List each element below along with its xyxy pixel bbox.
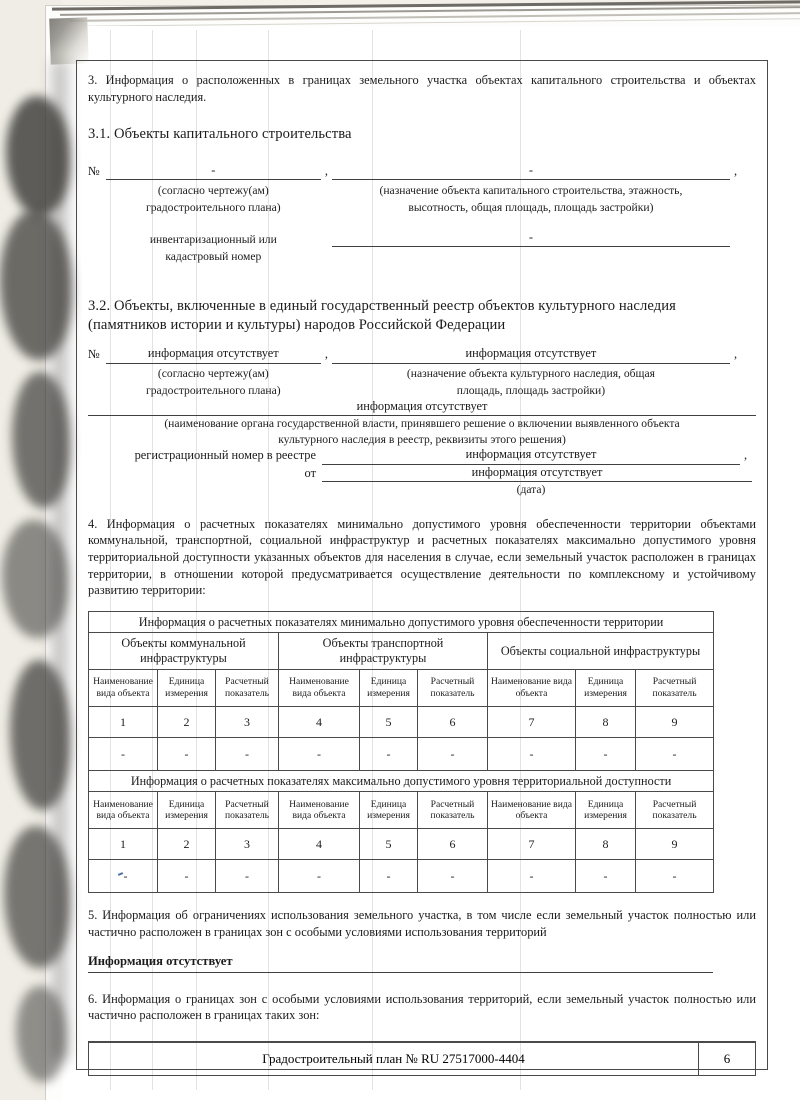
scan-smudge bbox=[4, 826, 70, 968]
drawing-reference-field[interactable]: - bbox=[106, 163, 321, 181]
section-3-2-heading: 3.2. Объекты, включенные в единый государственный реестр объектов культурного наследия (памятников истории и культуры) народов Российской Федерации bbox=[88, 297, 676, 334]
number-label: № bbox=[88, 346, 100, 361]
section-3-1-caption-row bbox=[88, 180, 756, 198]
section-3-heading: 3. Информация о расположенных в границах земельного участка объектах капитального строительства и объектах культурного наследия. bbox=[88, 73, 756, 104]
column-number: 8 bbox=[576, 829, 636, 860]
column-number: 6 bbox=[418, 829, 488, 860]
heritage-authority-caption-line2: культурного наследия в реестр, реквизиты этого решения) bbox=[278, 432, 566, 446]
table-cell[interactable]: - bbox=[216, 860, 279, 893]
heritage-drawing-caption-line1: (согласно чертежу(ам) bbox=[157, 366, 269, 380]
column-number: 3 bbox=[216, 706, 279, 737]
registration-date-row bbox=[88, 465, 756, 483]
table-row bbox=[89, 737, 714, 770]
table-cell[interactable]: - bbox=[279, 737, 360, 770]
heritage-drawing-reference-field[interactable]: информация отсутствует bbox=[106, 346, 321, 364]
column-header: Наименование вида объекта bbox=[488, 792, 576, 829]
column-number: 9 bbox=[636, 829, 714, 860]
scan-smudge bbox=[12, 372, 70, 508]
table-cell[interactable]: - bbox=[576, 737, 636, 770]
drawing-reference-caption-line1: (согласно чертежу(ам) bbox=[157, 183, 269, 197]
heritage-authority-caption-line1: (наименование органа государственной власти, принявшего решение о включении выявленного объекта bbox=[164, 417, 680, 431]
column-number: 2 bbox=[158, 706, 216, 737]
section-3-2-caption-row-2 bbox=[88, 381, 756, 399]
column-number: 5 bbox=[360, 706, 418, 737]
column-number: 7 bbox=[488, 706, 576, 737]
column-number: 4 bbox=[279, 706, 360, 737]
column-header: Единица измерения bbox=[158, 669, 216, 706]
column-header: Расчетный показатель bbox=[418, 669, 488, 706]
group-utility-infrastructure: Объекты коммунальной инфраструктуры bbox=[89, 633, 279, 669]
table-cell[interactable]: - bbox=[488, 737, 576, 770]
heritage-drawing-caption-line2: градостроительного плана) bbox=[146, 384, 281, 398]
heritage-purpose-caption-line1: (назначение объекта культурного наследия, общая bbox=[406, 366, 655, 380]
comma-separator: , bbox=[733, 346, 738, 361]
table-cell[interactable]: - bbox=[360, 737, 418, 770]
table-cell[interactable]: - bbox=[158, 737, 216, 770]
inventory-number-row-2 bbox=[88, 247, 756, 265]
column-header: Единица измерения bbox=[360, 792, 418, 829]
registration-number-row bbox=[88, 447, 756, 465]
registration-date-label: от bbox=[304, 465, 316, 480]
table-group-row bbox=[89, 633, 714, 669]
column-number: 1 bbox=[89, 829, 158, 860]
comma-separator: , bbox=[733, 163, 738, 178]
column-header: Расчетный показатель bbox=[418, 792, 488, 829]
table-cell[interactable]: - bbox=[89, 737, 158, 770]
column-header: Единица измерения bbox=[158, 792, 216, 829]
heritage-authority-field[interactable]: информация отсутствует bbox=[88, 399, 756, 417]
column-header: Наименование вида объекта bbox=[279, 792, 360, 829]
registration-date-caption-row bbox=[88, 482, 756, 497]
table-cell[interactable]: - bbox=[279, 860, 360, 893]
column-number: 7 bbox=[488, 829, 576, 860]
section-3-2-caption-row bbox=[88, 364, 756, 382]
scan-smudge bbox=[16, 986, 66, 1082]
section-3-1-field-row bbox=[88, 163, 756, 181]
column-header: Единица измерения bbox=[360, 669, 418, 706]
heritage-purpose-field[interactable]: информация отсутствует bbox=[332, 346, 730, 364]
heritage-authority-block bbox=[88, 399, 756, 447]
section-4-heading: 4. Информация о расчетных показателях минимально допустимого уровня обеспеченности территории объектами коммунальной, транспортной, социальной инфраструктур и расчетных показателях максимально допустимого уровня территориальной доступности указанных объектов для населения в случае, если земельный участок расположен в границах территории, в отношении которой предусматривается осуществление деятельности по комплексному и устойчивому развитию территории: bbox=[88, 516, 756, 598]
column-header: Единица измерения bbox=[576, 669, 636, 706]
column-header: Расчетный показатель bbox=[636, 669, 714, 706]
object-purpose-caption-line1: (назначение объекта капитального строительства, этажность, bbox=[379, 183, 683, 197]
number-label: № bbox=[88, 163, 100, 178]
group-social-infrastructure: Объекты социальной инфраструктуры bbox=[488, 633, 714, 669]
table-cell[interactable]: - bbox=[576, 860, 636, 893]
min-level-band-title: Информация о расчетных показателях минимально допустимого уровня обеспеченности территории bbox=[89, 611, 714, 633]
inventory-number-label-line2: кадастровый номер bbox=[165, 250, 262, 264]
column-header: Расчетный показатель bbox=[216, 669, 279, 706]
column-header: Расчетный показатель bbox=[636, 792, 714, 829]
document-body bbox=[88, 72, 756, 1026]
inventory-number-label-line1: инвентаризационный или bbox=[149, 232, 277, 246]
table-cell[interactable]: - bbox=[488, 860, 576, 893]
column-header: Наименование вида объекта bbox=[488, 669, 576, 706]
section-3-1-heading: 3.1. Объекты капитального строительства bbox=[88, 126, 352, 143]
column-number: 1 bbox=[89, 706, 158, 737]
table-row bbox=[89, 860, 714, 893]
table-header-row bbox=[89, 792, 714, 829]
table-cell[interactable]: - bbox=[360, 860, 418, 893]
comma-separator: , bbox=[744, 448, 748, 463]
section-3-1-caption-row-2 bbox=[88, 198, 756, 216]
page-corner-fold bbox=[49, 17, 89, 64]
min-level-table bbox=[88, 611, 714, 771]
table-band-row bbox=[89, 611, 714, 633]
section-5-answer[interactable]: Информация отсутствует bbox=[88, 953, 713, 973]
column-header: Наименование вида объекта bbox=[89, 669, 158, 706]
column-header: Единица измерения bbox=[576, 792, 636, 829]
object-purpose-field[interactable]: - bbox=[332, 163, 730, 181]
column-number: 3 bbox=[216, 829, 279, 860]
table-band-row bbox=[89, 770, 714, 792]
table-numbering-row bbox=[89, 829, 714, 860]
table-cell[interactable]: - bbox=[418, 860, 488, 893]
scan-smudge bbox=[0, 210, 72, 360]
table-numbering-row bbox=[89, 706, 714, 737]
ink-speck bbox=[117, 872, 122, 876]
footer-plan-title: Градостроительный план № RU 27517000-4404 bbox=[262, 1051, 525, 1066]
max-accessibility-table bbox=[88, 770, 714, 894]
comma-separator: , bbox=[324, 163, 328, 178]
column-number: 4 bbox=[279, 829, 360, 860]
table-cell-text: - bbox=[123, 869, 128, 884]
table-cell[interactable]: - bbox=[216, 737, 279, 770]
column-header: Расчетный показатель bbox=[216, 792, 279, 829]
heritage-purpose-caption-line2: площадь, площадь застройки) bbox=[456, 384, 606, 398]
column-header: Наименование вида объекта bbox=[279, 669, 360, 706]
table-header-row bbox=[89, 669, 714, 706]
scan-smudge bbox=[2, 520, 68, 638]
footer-page-number: 6 bbox=[698, 1043, 755, 1075]
table-cell[interactable]: - bbox=[636, 737, 714, 770]
group-transport-infrastructure: Объекты транспортной инфраструктуры bbox=[279, 633, 488, 669]
column-number: 6 bbox=[418, 706, 488, 737]
section-5-heading: 5. Информация об ограничениях использования земельного участка, в том числе если земельный участок полностью или частично расположен в границах зон с особыми условиями использования территорий bbox=[88, 908, 756, 940]
column-number: 9 bbox=[636, 706, 714, 737]
table-cell[interactable]: - bbox=[636, 860, 714, 893]
max-accessibility-band-title: Информация о расчетных показателях максимально допустимого уровня территориальной доступности bbox=[89, 770, 714, 792]
registration-date-caption: (дата) bbox=[516, 483, 546, 497]
drawing-reference-caption-line2: градостроительного плана) bbox=[146, 201, 281, 215]
column-number: 5 bbox=[360, 829, 418, 860]
inventory-number-field[interactable]: - bbox=[332, 230, 730, 248]
table-cell[interactable]: - bbox=[418, 737, 488, 770]
inventory-number-row bbox=[88, 230, 756, 248]
page-footer bbox=[88, 1042, 756, 1076]
scan-smudge bbox=[6, 96, 70, 216]
table-cell[interactable] bbox=[89, 860, 158, 893]
registration-number-field[interactable]: информация отсутствует bbox=[322, 447, 740, 465]
table-cell[interactable]: - bbox=[158, 860, 216, 893]
spacer bbox=[88, 497, 316, 498]
registration-date-field[interactable]: информация отсутствует bbox=[322, 465, 752, 483]
column-header: Наименование вида объекта bbox=[89, 792, 158, 829]
object-purpose-caption-line2: высотность, общая площадь, площадь застройки) bbox=[408, 201, 654, 215]
column-number: 8 bbox=[576, 706, 636, 737]
column-number: 2 bbox=[158, 829, 216, 860]
section-3-2-field-row bbox=[88, 346, 756, 364]
scan-smudge bbox=[10, 660, 70, 810]
comma-separator: , bbox=[324, 346, 328, 361]
section-6-heading: 6. Информация о границах зон с особыми условиями использования территорий, если земельный участок полностью или частично расположен в границах таких зон: bbox=[88, 991, 756, 1023]
registration-number-label: регистрационный номер в реестре bbox=[134, 448, 316, 463]
